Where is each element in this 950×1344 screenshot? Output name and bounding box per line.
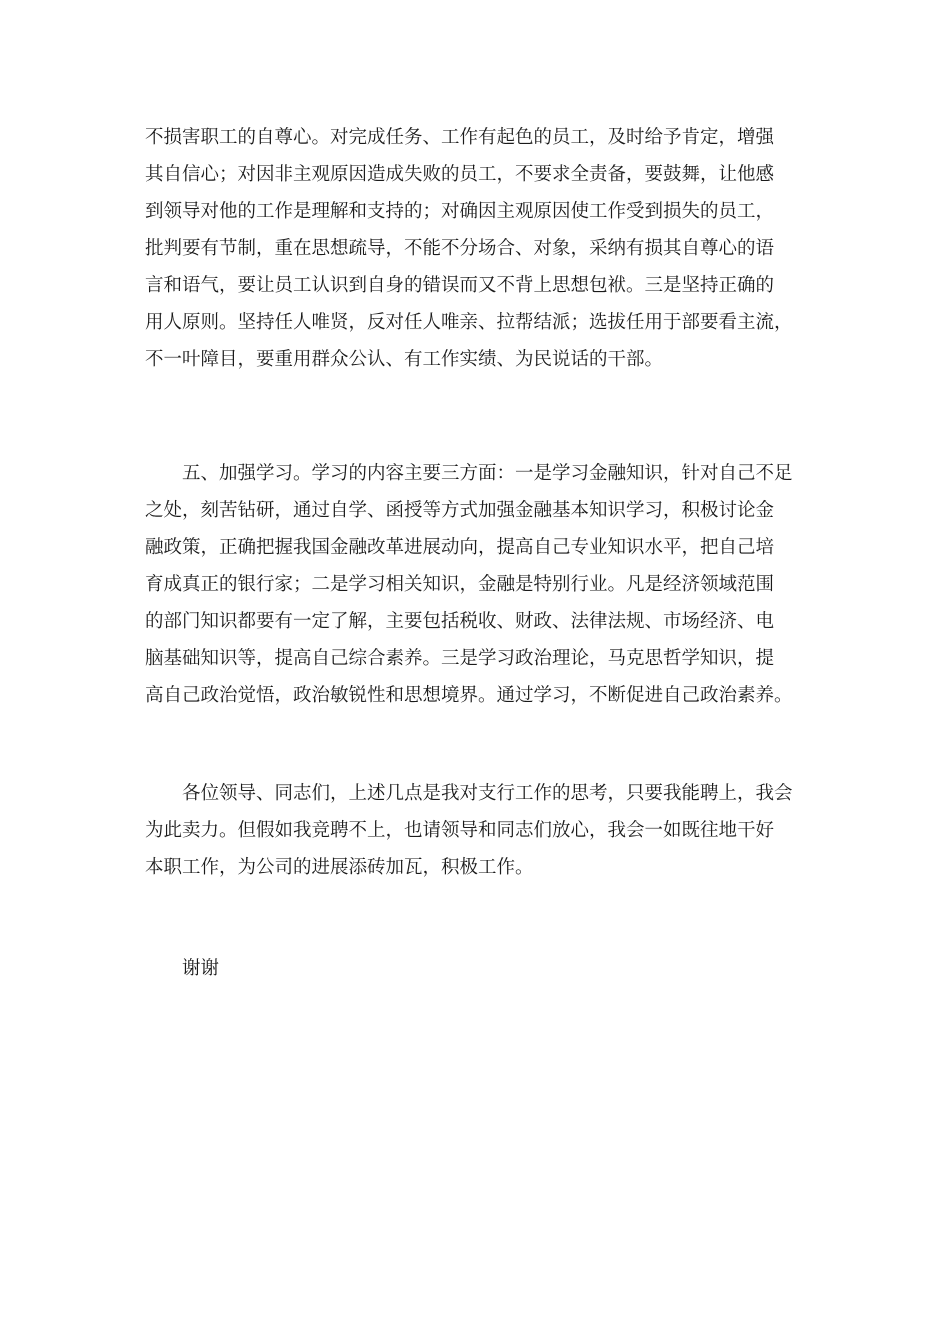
paragraph-strengthen-learning bbox=[145, 455, 811, 714]
text-line: 的部门知识都要有一定了解，主要包括税收、财政、法律法规、市场经济、电 bbox=[145, 611, 775, 632]
text-line: 不一叶障目，要重用群众公认、有工作实绩、为民说话的干部。 bbox=[145, 349, 664, 370]
text-line: 其自信心；对因非主观原因造成失败的员工，不要求全责备，要鼓舞，让他感 bbox=[145, 164, 775, 185]
text-line: 脑基础知识等，提高自己综合素养。三是学习政治理论，马克思哲学知识，提 bbox=[145, 648, 775, 669]
text-line: 言和语气，要让员工认识到自身的错误而又不背上思想包袱。三是坚持正确的 bbox=[145, 275, 775, 296]
text-line: 之处，刻苦钻研，通过自学、函授等方式加强金融基本知识学习，积极讨论金 bbox=[145, 500, 775, 521]
text-line: 批判要有节制，重在思想疏导，不能不分场合、对象，采纳有损其自尊心的语 bbox=[145, 238, 775, 259]
text-line: 谢谢 bbox=[145, 958, 220, 979]
text-line: 为此卖力。但假如我竞聘不上，也请领导和同志们放心，我会一如既往地干好 bbox=[145, 820, 775, 841]
text-line: 育成真正的银行家；二是学习相关知识，金融是特别行业。凡是经济领域范围 bbox=[145, 574, 775, 595]
text-line: 各位领导、同志们，上述几点是我对支行工作的思考，只要我能聘上，我会 bbox=[145, 783, 793, 804]
paragraph-closing-remarks bbox=[145, 775, 811, 886]
text-line: 不损害职工的自尊心。对完成任务、工作有起色的员工，及时给予肯定，增强 bbox=[145, 127, 775, 148]
text-line: 融政策，正确把握我国金融改革进展动向，提高自己专业知识水平，把自己培 bbox=[145, 537, 775, 558]
paragraph-thanks bbox=[145, 950, 811, 987]
text-line: 到领导对他的工作是理解和支持的；对确因主观原因使工作受到损失的员工， bbox=[145, 201, 775, 222]
text-line: 用人原则。坚持任人唯贤，反对任人唯亲、拉帮结派；选拔任用于部要看主流， bbox=[145, 312, 793, 333]
paragraph-user-respect bbox=[145, 119, 811, 378]
text-line: 本职工作，为公司的进展添砖加瓦，积极工作。 bbox=[145, 857, 534, 878]
text-line: 高自己政治觉悟，政治敏锐性和思想境界。通过学习，不断促进自己政治素养。 bbox=[145, 685, 793, 706]
text-line: 五、加强学习。学习的内容主要三方面：一是学习金融知识，针对自己不足 bbox=[145, 463, 793, 484]
